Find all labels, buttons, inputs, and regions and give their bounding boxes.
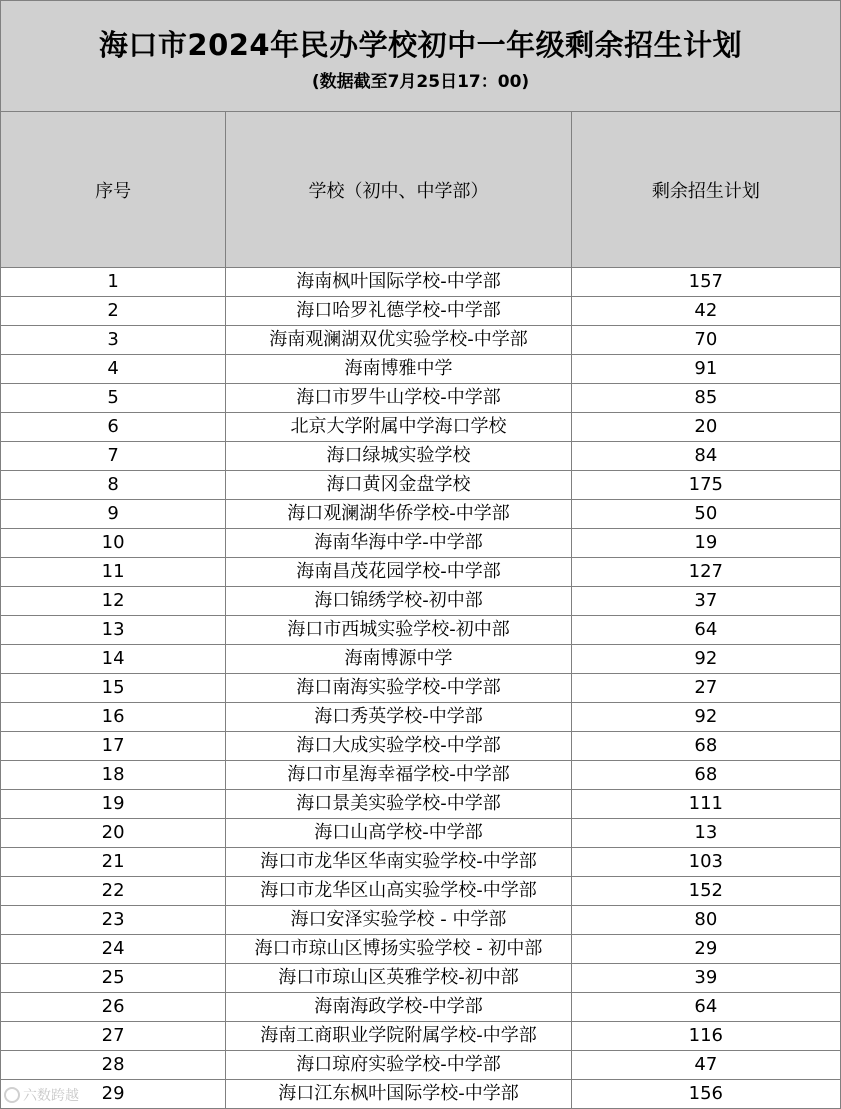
table-row xyxy=(1,761,841,790)
school-name-cell: 海口市龙华区华南实验学校-中学部 xyxy=(226,848,571,877)
remaining-plan-cell: 91 xyxy=(571,355,840,384)
school-name-cell: 海口景美实验学校-中学部 xyxy=(226,790,571,819)
remaining-plan-cell: 20 xyxy=(571,413,840,442)
row-number-cell: 21 xyxy=(1,848,226,877)
table-row xyxy=(1,471,841,500)
column-header-school: 学校（初中、中学部） xyxy=(226,112,571,268)
table-row xyxy=(1,500,841,529)
school-name-cell: 海南枫叶国际学校-中学部 xyxy=(226,268,571,297)
page-subtitle: (数据截至7月25日17：00) xyxy=(311,72,530,92)
remaining-plan-cell: 27 xyxy=(571,674,840,703)
table-row xyxy=(1,848,841,877)
school-name-cell: 海口锦绣学校-初中部 xyxy=(226,587,571,616)
row-number-cell: 22 xyxy=(1,877,226,906)
remaining-plan-cell: 50 xyxy=(571,500,840,529)
table-row xyxy=(1,587,841,616)
table-row xyxy=(1,1080,841,1109)
row-number-cell: 5 xyxy=(1,384,226,413)
table-row xyxy=(1,906,841,935)
row-number-cell: 16 xyxy=(1,703,226,732)
table-row xyxy=(1,268,841,297)
remaining-plan-cell: 13 xyxy=(571,819,840,848)
remaining-plan-cell: 152 xyxy=(571,877,840,906)
table-row xyxy=(1,442,841,471)
row-number-cell: 17 xyxy=(1,732,226,761)
row-number-cell: 10 xyxy=(1,529,226,558)
table-row xyxy=(1,326,841,355)
table-row xyxy=(1,355,841,384)
remaining-plan-cell: 64 xyxy=(571,993,840,1022)
table-row xyxy=(1,616,841,645)
school-name-cell: 海口琼府实验学校-中学部 xyxy=(226,1051,571,1080)
school-name-cell: 海口市罗牛山学校-中学部 xyxy=(226,384,571,413)
school-name-cell: 海口市龙华区山高实验学校-中学部 xyxy=(226,877,571,906)
row-number-cell: 9 xyxy=(1,500,226,529)
remaining-plan-cell: 39 xyxy=(571,964,840,993)
table-row xyxy=(1,558,841,587)
table-row xyxy=(1,297,841,326)
remaining-plan-cell: 92 xyxy=(571,645,840,674)
school-name-cell: 海口黄冈金盘学校 xyxy=(226,471,571,500)
remaining-plan-cell: 68 xyxy=(571,761,840,790)
watermark xyxy=(4,1085,79,1105)
table-header-row xyxy=(1,112,841,268)
column-header-remaining-plan: 剩余招生计划 xyxy=(571,112,840,268)
row-number-cell: 1 xyxy=(1,268,226,297)
row-number-cell: 18 xyxy=(1,761,226,790)
school-name-cell: 海口安泽实验学校 - 中学部 xyxy=(226,906,571,935)
title-block xyxy=(0,0,841,112)
school-name-cell: 海口绿城实验学校 xyxy=(226,442,571,471)
row-number-cell: 25 xyxy=(1,964,226,993)
watermark-text: 六数跨越 xyxy=(23,1088,79,1104)
table-row xyxy=(1,674,841,703)
row-number-cell: 14 xyxy=(1,645,226,674)
table-row xyxy=(1,645,841,674)
school-name-cell: 海南博雅中学 xyxy=(226,355,571,384)
table-row xyxy=(1,790,841,819)
remaining-plan-cell: 116 xyxy=(571,1022,840,1051)
row-number-cell: 19 xyxy=(1,790,226,819)
row-number-cell: 27 xyxy=(1,1022,226,1051)
remaining-plan-cell: 85 xyxy=(571,384,840,413)
school-name-cell: 海口哈罗礼德学校-中学部 xyxy=(226,297,571,326)
school-name-cell: 海口南海实验学校-中学部 xyxy=(226,674,571,703)
table-row xyxy=(1,1022,841,1051)
remaining-plan-cell: 37 xyxy=(571,587,840,616)
remaining-plan-cell: 111 xyxy=(571,790,840,819)
row-number-cell: 29 xyxy=(1,1080,226,1109)
row-number-cell: 7 xyxy=(1,442,226,471)
table-row xyxy=(1,819,841,848)
logo-icon xyxy=(4,1087,20,1103)
row-number-cell: 24 xyxy=(1,935,226,964)
remaining-plan-cell: 42 xyxy=(571,297,840,326)
school-name-cell: 海口市琼山区英雅学校-初中部 xyxy=(226,964,571,993)
row-number-cell: 13 xyxy=(1,616,226,645)
remaining-plan-cell: 103 xyxy=(571,848,840,877)
school-name-cell: 海口山高学校-中学部 xyxy=(226,819,571,848)
table-row xyxy=(1,703,841,732)
row-number-cell: 11 xyxy=(1,558,226,587)
row-number-cell: 12 xyxy=(1,587,226,616)
remaining-plan-cell: 29 xyxy=(571,935,840,964)
row-number-cell: 2 xyxy=(1,297,226,326)
row-number-cell: 3 xyxy=(1,326,226,355)
remaining-plan-cell: 127 xyxy=(571,558,840,587)
table-row xyxy=(1,384,841,413)
school-name-cell: 海口市星海幸福学校-中学部 xyxy=(226,761,571,790)
school-name-cell: 北京大学附属中学海口学校 xyxy=(226,413,571,442)
enrollment-table xyxy=(0,111,841,1109)
row-number-cell: 26 xyxy=(1,993,226,1022)
school-name-cell: 海口观澜湖华侨学校-中学部 xyxy=(226,500,571,529)
school-name-cell: 海南观澜湖双优实验学校-中学部 xyxy=(226,326,571,355)
school-name-cell: 海口秀英学校-中学部 xyxy=(226,703,571,732)
remaining-plan-cell: 92 xyxy=(571,703,840,732)
row-number-cell: 6 xyxy=(1,413,226,442)
column-header-number: 序号 xyxy=(1,112,226,268)
table-row xyxy=(1,413,841,442)
school-name-cell: 海口市琼山区博扬实验学校 - 初中部 xyxy=(226,935,571,964)
school-name-cell: 海口大成实验学校-中学部 xyxy=(226,732,571,761)
school-name-cell: 海南昌茂花园学校-中学部 xyxy=(226,558,571,587)
school-name-cell: 海南海政学校-中学部 xyxy=(226,993,571,1022)
remaining-plan-cell: 19 xyxy=(571,529,840,558)
table-row xyxy=(1,964,841,993)
remaining-plan-cell: 64 xyxy=(571,616,840,645)
row-number-cell: 15 xyxy=(1,674,226,703)
table-row xyxy=(1,935,841,964)
school-name-cell: 海南博源中学 xyxy=(226,645,571,674)
table-row xyxy=(1,529,841,558)
table-row xyxy=(1,993,841,1022)
table-row xyxy=(1,732,841,761)
table-row xyxy=(1,1051,841,1080)
remaining-plan-cell: 156 xyxy=(571,1080,840,1109)
row-number-cell: 23 xyxy=(1,906,226,935)
school-name-cell: 海南华海中学-中学部 xyxy=(226,529,571,558)
remaining-plan-cell: 47 xyxy=(571,1051,840,1080)
remaining-plan-cell: 70 xyxy=(571,326,840,355)
row-number-cell: 20 xyxy=(1,819,226,848)
table-row xyxy=(1,877,841,906)
school-name-cell: 海口江东枫叶国际学校-中学部 xyxy=(226,1080,571,1109)
row-number-cell: 28 xyxy=(1,1051,226,1080)
school-name-cell: 海南工商职业学院附属学校-中学部 xyxy=(226,1022,571,1051)
school-name-cell: 海口市西城实验学校-初中部 xyxy=(226,616,571,645)
row-number-cell: 4 xyxy=(1,355,226,384)
remaining-plan-cell: 68 xyxy=(571,732,840,761)
remaining-plan-cell: 84 xyxy=(571,442,840,471)
remaining-plan-cell: 80 xyxy=(571,906,840,935)
remaining-plan-cell: 157 xyxy=(571,268,840,297)
row-number-cell: 8 xyxy=(1,471,226,500)
remaining-plan-cell: 175 xyxy=(571,471,840,500)
page-title: 海口市2024年民办学校初中一年级剩余招生计划 xyxy=(98,28,743,62)
